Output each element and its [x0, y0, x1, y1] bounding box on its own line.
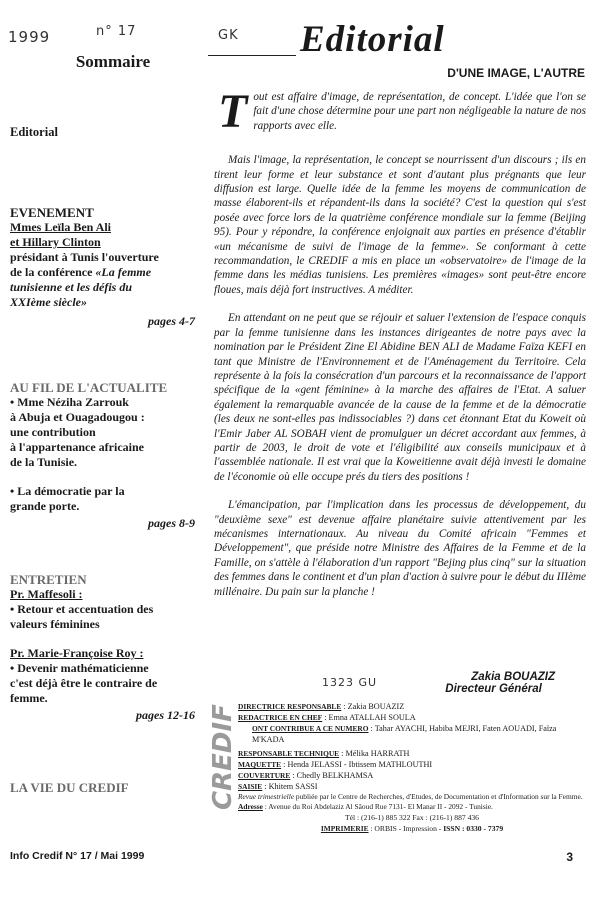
toc-evenement-title3: XXIème siècle»: [10, 295, 87, 309]
toc-entretien-p1-l1: • Retour et accentuation des: [10, 602, 154, 616]
toc-entretien-p2-name: Pr. Marie-Françoise Roy :: [10, 646, 144, 660]
toc-evenement-line1: Mmes Leïla Ben Ali: [10, 220, 111, 234]
toc-evenement-line2: et Hillary Clinton: [10, 235, 101, 249]
credif-logo: CREDIF: [208, 704, 239, 810]
editorial-paragraph-1: Mais l'image, la représentation, le concept se nourrissent d'un discours ; ils en tirent leur forme et leur substance et sont d'autant plus prégnants que leur diffusion est large. Quelle idée de la femme les moyens de communication de masse élaborent-ils et répandent-ils dans la société? C'est la question qui s'est posée avec force lors de la quatrième conférence mondiale sur la femme (Beijing 95). Pour y répondre, la conférence enjoignait aux parties en présence d'établir «un mécanisme de suivi de l'image de la femme». Se conformant à cette recommandation, le CREDIF a mis en place un «observatoire» de l'image de la femme dans les médias tunisiens. Les premières «images» sont peut-être encore floues, mais déjà fort instructives. A méditer.: [214, 154, 586, 296]
toc-editorial[interactable]: Editorial: [10, 125, 58, 139]
credits-block: [238, 701, 586, 834]
credit-key: ONT CONTRIBUE A CE NUMERO: [252, 724, 369, 733]
credit-value: : Khitem SASSI: [264, 782, 318, 791]
toc-evenement-line4: de la conférence: [10, 265, 93, 279]
credit-phone: Tél : (216-1) 885 322 Fax : (216-1) 887 436: [345, 813, 479, 822]
credit-value: : Zakia BOUAZIZ: [343, 702, 405, 711]
toc-entretien-p2-l2: c'est déjà être le contraire de: [10, 676, 158, 690]
toc-entretien-label: ENTRETIEN: [10, 572, 87, 587]
credit-value: : Chedly BELKHAMSA: [292, 771, 374, 780]
intro-text: out est affaire d'image, de représentation, de concept. L'idée que l'on se fait d'une chose détermine pour une part non négligeable la nature de nos rapports avec elle.: [253, 91, 586, 132]
toc-actualite-item1-l4: à l'appartenance africaine: [10, 440, 144, 454]
signature-role: Directeur Général: [445, 683, 542, 695]
toc-actualite-item1-l2: à Abuja et Ouagadougou :: [10, 410, 145, 424]
credit-key: DIRECTRICE RESPONSABLE: [238, 702, 342, 711]
credit-key: MAQUETTE: [238, 760, 282, 769]
toc-evenement-line3: présidant à Tunis l'ouverture: [10, 250, 159, 264]
credit-key: REDACTRICE EN CHEF: [238, 713, 323, 722]
signature: [445, 671, 555, 695]
credit-address: : Avenue du Roi Abdelaziz Al Sâoud Rue 7131- El Manar II - 2092 - Tunisie.: [264, 802, 493, 811]
credit-publisher: publiée par le Centre de Recherches, d'Etudes, de Documentation et d'Information sur la Femme.: [294, 792, 583, 801]
page-number: 3: [566, 850, 573, 864]
toc-actualite-item1-l5: de la Tunisie.: [10, 455, 78, 469]
sommaire-heading: Sommaire: [75, 52, 151, 71]
toc-entretien-p1-name: Pr. Maffesoli :: [10, 587, 83, 601]
toc-actualite-item2-l1: • La démocratie par la: [10, 484, 125, 498]
toc-evenement-pages: pages 4-7: [148, 314, 195, 328]
handwritten-year: 1999: [8, 28, 51, 46]
editorial-paragraph-2: En attendant on ne peut que se réjouir et saluer l'extension de l'espace conquis par la femme tunisienne dans les instances dirigeantes de notre pays avec la nomination par le Président Zine El Abidine BEN ALI de Madame Faïza KEFI en tant que Ministre de l'Environnement et de l'Aménagement du Territoire. Cela représente à la fois la consécration d'un parcours et la reconnaissance de l'apport spécifique de la «gent féminine» à la marche des affaires de l'Etat. A saluer également la remarquable avancée de la cause de la femme et de la démocratie (les deux ne sont-elles pas indissociables ?) dans cet étonnant Etat du Koweit où l'Emir Jaber AL SOBAH vient de promulguer un décret accordant aux femmes, à partir de 2003, le droit de vote et l'éligibilité aux conseils municipaux et à l'assemblée nationale. Il est vrai que la Koweitienne avait déjà investi le domaine de l'économie où elle occupe prés du tiers des positions !: [214, 312, 586, 483]
editorial-subtitle: D'UNE IMAGE, L'AUTRE: [447, 66, 585, 80]
toc-actualite[interactable]: [10, 380, 195, 531]
credit-value: : Mélika HARRATH: [341, 749, 410, 758]
credit-value: : ORBIS - Impression -: [370, 824, 442, 833]
credit-key: Adresse: [238, 802, 263, 811]
credit-value: : Emna ATALLAH SOULA: [324, 713, 416, 722]
toc-actualite-label: AU FIL DE L'ACTUALITE: [10, 380, 168, 395]
toc-evenement-title2: tunisienne et les défis du: [10, 280, 133, 294]
toc-entretien-pages: pages 12-16: [136, 708, 195, 722]
title-rule: [208, 55, 296, 56]
editorial-intro: [214, 85, 586, 138]
credit-review: Revue trimestrielle: [238, 792, 295, 801]
toc-entretien-p2-l3: femme.: [10, 691, 48, 705]
toc-actualite-pages: pages 8-9: [148, 516, 195, 530]
toc-entretien[interactable]: [10, 572, 195, 723]
toc-entretien-p2-l1: • Devenir mathématicienne: [10, 661, 149, 675]
signature-name: Zakia BOUAZIZ: [471, 671, 555, 683]
credit-key: RESPONSABLE TECHNIQUE: [238, 749, 340, 758]
handwritten-stamp: 1323 GU: [322, 676, 378, 689]
editorial-paragraph-3: L'émancipation, par l'implication dans les processus de développement, du "deuxième sexe" est devenue affaire planétaire suivie attentivement par les mécanismes internationaux. Au niveau du Comité africain "Femmes et Développement", que préside notre Ministre des Affaires de la Femme et de la Famille, on s'attèle à l'élaboration d'un rapport "Bejing plus cinq" sur la situation des femmes dans le continent et d'un plan d'action à suivre pour le début du IIIème millénaire. Du pain sur la planche !: [214, 499, 586, 598]
toc-vie-du-credif[interactable]: LA VIE DU CREDIF: [10, 780, 129, 795]
credit-key: IMPRIMERIE: [320, 824, 369, 833]
handwritten-issue: n° 17: [96, 24, 137, 39]
credit-value: : Tahar AYACHI, Habiba MEJRI, Faten AOUADI, Faïza M'KADA: [252, 724, 557, 744]
footer-issue: Info Credif N° 17 / Mai 1999: [10, 850, 145, 862]
credit-issn: ISSN : 0330 - 7379: [443, 824, 504, 833]
editorial-body: [214, 85, 586, 599]
credit-key: COUVERTURE: [238, 771, 291, 780]
toc-evenement-title1: «La femme: [95, 265, 152, 279]
handwritten-initials: GK: [218, 28, 239, 43]
toc-evenement[interactable]: [10, 205, 195, 329]
toc-evenement-label: EVENEMENT: [10, 205, 94, 220]
toc-actualite-item1-l1: • Mme Néziha Zarrouk: [10, 395, 129, 409]
dropcap: T: [218, 85, 248, 138]
credit-key: SAISIE: [238, 782, 263, 791]
credit-value: : Henda JELASSI - Ibtissem MATHLOUTHI: [283, 760, 433, 769]
toc-actualite-item1-l3: une contribution: [10, 425, 96, 439]
toc-entretien-p1-l2: valeurs féminines: [10, 617, 100, 631]
page-title: Editorial: [300, 19, 445, 60]
toc-actualite-item2-l2: grande porte.: [10, 499, 80, 513]
